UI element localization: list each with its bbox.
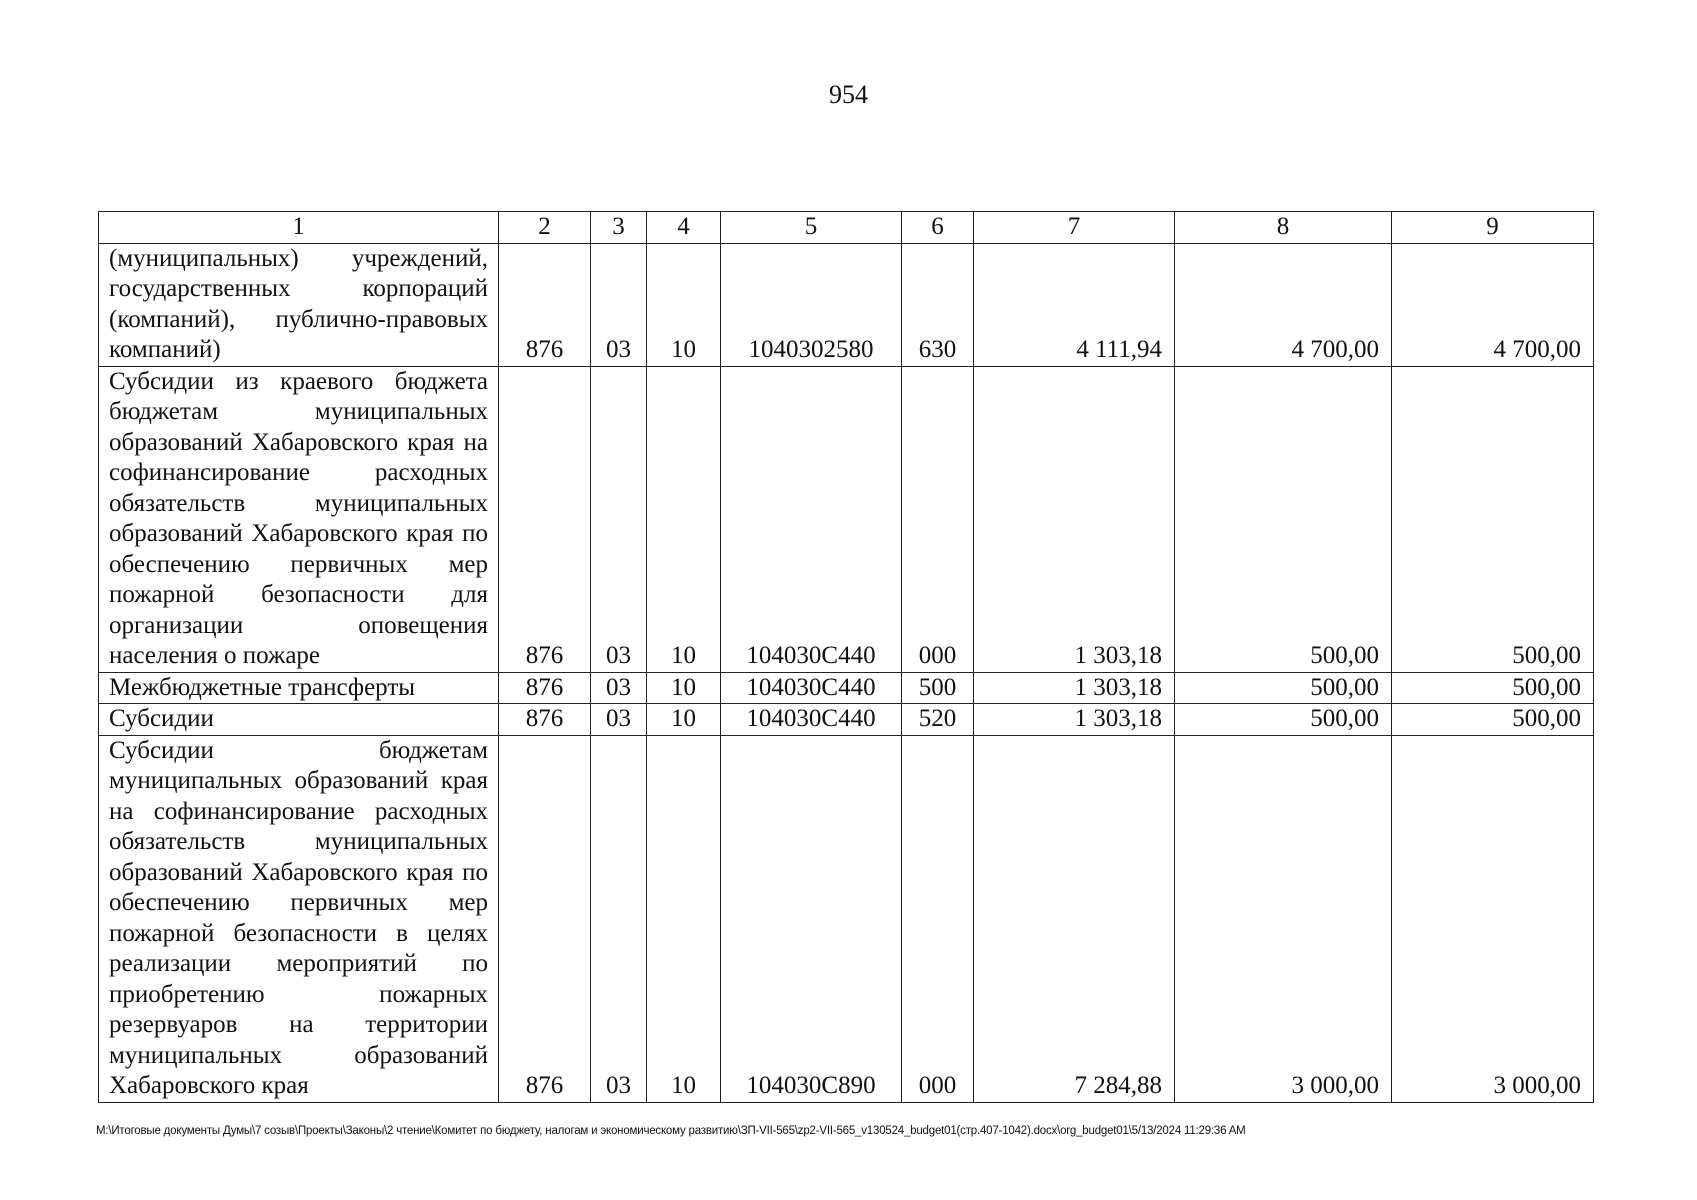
subsection-code: 10 [647, 243, 721, 366]
target-article-code: 104030С440 [721, 704, 902, 736]
amount-col8: 4 700,00 [1175, 243, 1392, 366]
target-article-code: 104030С890 [721, 735, 902, 1102]
subsection-code: 10 [647, 366, 721, 672]
expense-name: Субсидии из краевого бюджета бюджетам муниципальных образований Хабаровского края на софинансирование расходных обязательств муниципальных образований Хабаровского края по обеспечению первичных мер пожарной безопасности для организации оповещения населения о пожаре [99, 366, 499, 672]
expense-type-code: 000 [902, 735, 974, 1102]
amount-col7: 1 303,18 [974, 366, 1175, 672]
expense-name: Субсидии [99, 704, 499, 736]
table-row [99, 366, 1594, 672]
amount-col8: 3 000,00 [1175, 735, 1392, 1102]
section-code: 03 [591, 672, 647, 704]
subsection-code: 10 [647, 735, 721, 1102]
column-number: 6 [902, 212, 974, 244]
subsection-code: 10 [647, 672, 721, 704]
ministry-code: 876 [499, 366, 591, 672]
expense-type-code: 000 [902, 366, 974, 672]
amount-col8: 500,00 [1175, 366, 1392, 672]
column-number: 9 [1392, 212, 1594, 244]
column-number: 3 [591, 212, 647, 244]
amount-col7: 4 111,94 [974, 243, 1175, 366]
amount-col7: 1 303,18 [974, 672, 1175, 704]
expense-name: Субсидии бюджетам муниципальных образований края на софинансирование расходных обязательств муниципальных образований Хабаровского края по обеспечению первичных мер пожарной безопасности в целях реализации мероприятий по приобретению пожарных резервуаров на территории муниципальных образований Хабаровского края [99, 735, 499, 1102]
expense-type-code: 520 [902, 704, 974, 736]
amount-col9: 4 700,00 [1392, 243, 1594, 366]
section-code: 03 [591, 243, 647, 366]
column-number: 1 [99, 212, 499, 244]
section-code: 03 [591, 366, 647, 672]
ministry-code: 876 [499, 704, 591, 736]
table-row [99, 735, 1594, 1102]
expense-name: (муниципальных) учреждений, государственных корпораций (компаний), публично-правовых компаний) [99, 243, 499, 366]
expense-type-code: 630 [902, 243, 974, 366]
amount-col7: 1 303,18 [974, 704, 1175, 736]
amount-col7: 7 284,88 [974, 735, 1175, 1102]
column-number: 2 [499, 212, 591, 244]
section-code: 03 [591, 704, 647, 736]
budget-table [98, 211, 1594, 1103]
column-number: 8 [1175, 212, 1392, 244]
subsection-code: 10 [647, 704, 721, 736]
target-article-code: 104030С440 [721, 366, 902, 672]
column-number: 7 [974, 212, 1175, 244]
ministry-code: 876 [499, 672, 591, 704]
column-number: 4 [647, 212, 721, 244]
expense-type-code: 500 [902, 672, 974, 704]
amount-col8: 500,00 [1175, 672, 1392, 704]
ministry-code: 876 [499, 243, 591, 366]
target-article-code: 1040302580 [721, 243, 902, 366]
target-article-code: 104030С440 [721, 672, 902, 704]
amount-col8: 500,00 [1175, 704, 1392, 736]
section-code: 03 [591, 735, 647, 1102]
amount-col9: 500,00 [1392, 672, 1594, 704]
amount-col9: 500,00 [1392, 366, 1594, 672]
ministry-code: 876 [499, 735, 591, 1102]
amount-col9: 3 000,00 [1392, 735, 1594, 1102]
column-number: 5 [721, 212, 902, 244]
expense-name: Межбюджетные трансферты [99, 672, 499, 704]
document-file-path: M:\Итоговые документы Думы\7 созыв\Проекты\Законы\2 чтение\Комитет по бюджету, налогам и экономическому развитию\ЗП-VII-565\zp2-VII-565_v130524_budget01(стр.407-1042).docx\org_budget01\5/13/2024 11:29:36 AM [96, 1125, 1246, 1137]
table-row [99, 243, 1594, 366]
amount-col9: 500,00 [1392, 704, 1594, 736]
table-row [99, 672, 1594, 704]
column-numbers-row [99, 212, 1594, 244]
table-row [99, 704, 1594, 736]
page-number: 954 [829, 80, 868, 109]
